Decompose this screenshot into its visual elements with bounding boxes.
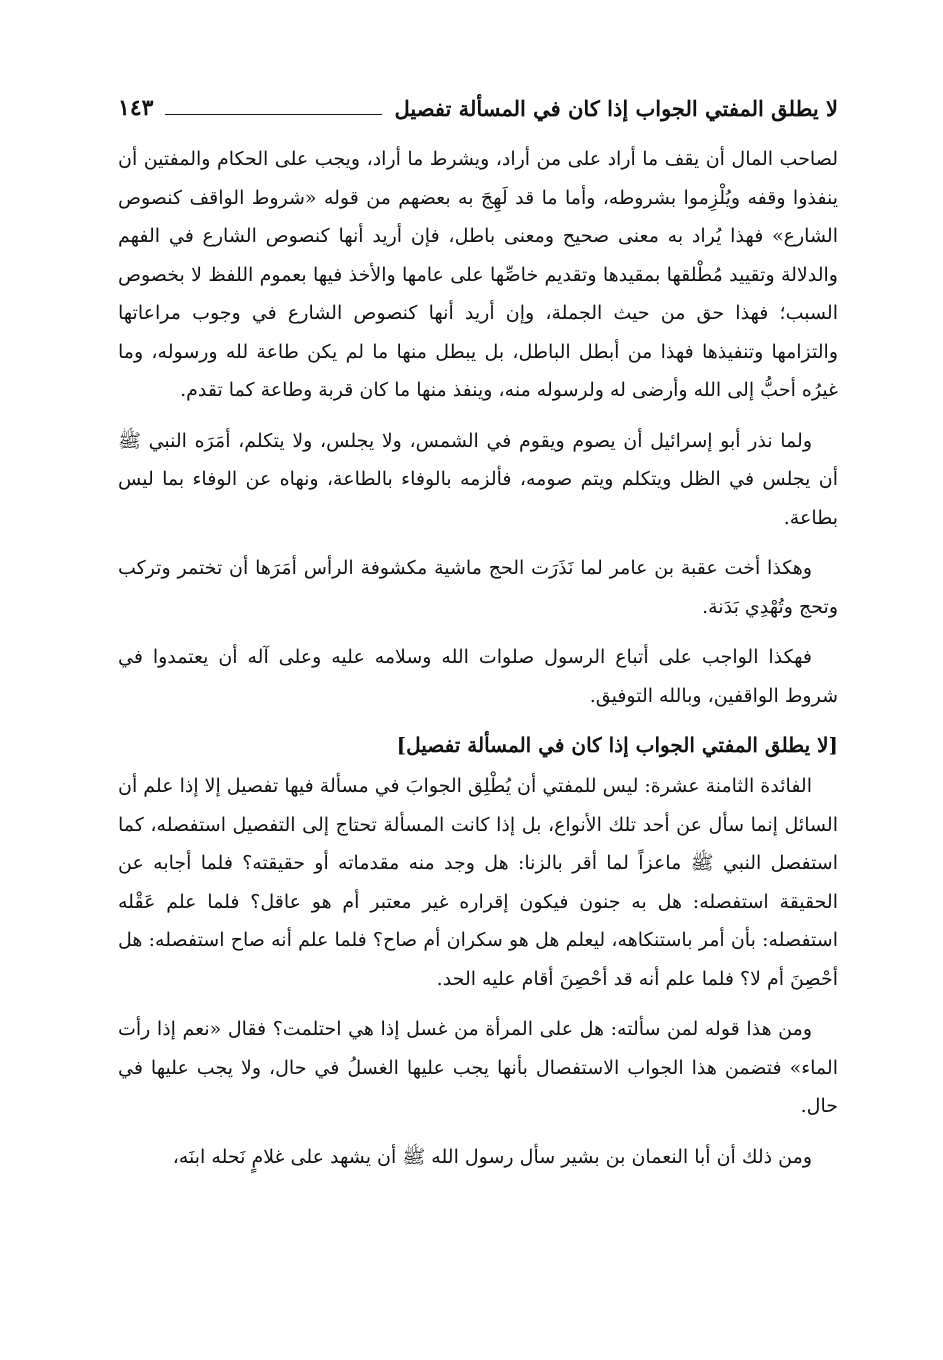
book-page [118,88,838,1176]
paragraph-numan-bashir: ومن ذلك أن أبا النعمان بن بشير سأل رسول الله ﷺ أن يشهد على غلامٍ نَحله ابنَه، [172,1145,812,1168]
page-number: ١٤٣ [118,95,154,121]
paragraph-uqba-sister: وهكذا أخت عقبة بن عامر لما نَذَرَت الحج ماشية مكشوفة الرأس أمَرَها أن تختمر وتركب وتحج وتُهْدِي بَدَنة. [118,557,838,618]
body-text [118,140,838,1176]
running-header-title: لا يطلق المفتي الجواب إذا كان في المسألة تفصيل [394,95,838,121]
paragraph-abu-israil: ولما نذر أبو إسرائيل أن يصوم ويقوم في الشمس، ولا يجلس، ولا يتكلم، أمَرَه النبي ﷺ أن يجلس في الظل ويتكلم ويتم صومه، فألزمه بالوفاء بالطاعة، ونهاه عن الوفاء بما ليس بطاعة. [118,429,838,529]
paragraph-conclusion: فهكذا الواجب على أتباع الرسول صلوات الله وسلامه عليه وعلى آله أن يعتمدوا في شروط الواقفين، وبالله التوفيق. [118,646,838,707]
paragraph-ghusl: ومن هذا قوله لمن سألته: هل على المرأة من غسل إذا هي احتلمت؟ فقال «نعم إذا رأت الماء» فتضمن هذا الجواب الاستفصال بأنها يجب عليها الغسلُ في حال، ولا يجب عليها في حال. [118,1018,838,1117]
header-rule [165,114,382,115]
section-heading: [لا يطلق المفتي الجواب إذا كان في المسألة تفصيل] [396,733,838,757]
paragraph-eighteenth-benefit: الفائدة الثامنة عشرة: ليس للمفتي أن يُطْلِق الجوابَ في مسألة فيها تفصيل إلا إذا علم أن السائل إنما سأل عن أحد تلك الأنواع، بل إذا كانت المسألة تحتاج إلى التفصيل استفصله، كما استفصل النبي ﷺ ماعزاً لما أقر بالزنا: هل وجد منه مقدماته أو حقيقته؟ فلما أجابه عن الحقيقة استفصله: هل به جنون فيكون إقراره غير معتبر أم هو عاقل؟ فلما علم عَقْله استفصله: بأن أمر باستنكاهه، ليعلم هل هو سكران أم صاح؟ فلما علم أنه صاح استفصله: هل أحْصِنَ أم لا؟ فلما علم أنه قد أحْصِنَ أقام عليه الحد. [118,775,838,990]
running-header [118,88,838,128]
paragraph-waqf-conditions: لصاحب المال أن يقف ما أراد على من أراد، ويشرط ما أراد، ويجب على الحكام والمفتين أن ينفذوا وقفه ويُلْزِموا بشروطه، وأما ما قد لَهِجَ به بعضهم من قوله «شروط الواقف كنصوص الشارع» فهذا يُراد به معنى صحيح ومعنى باطل، فإن أريد أنها كنصوص الشارع في الفهم والدلالة وتقييد مُطْلقها بمقيدها وتقديم خاصِّها على عامها والأخذ فيها بعموم اللفظ لا بخصوص السبب؛ فهذا حق من حيث الجملة، وإن أريد أنها كنصوص الشارع في وجوب مراعاتها والتزامها وتنفيذها فهذا من أبطل الباطل، بل يبطل منها ما لم يكن طاعة لله ورسوله، وما غيرُه أحبُّ إلى الله وأرضى له ولرسوله منه، وينفذ منها ما كان قربة وطاعة كما تقدم. [118,148,838,401]
